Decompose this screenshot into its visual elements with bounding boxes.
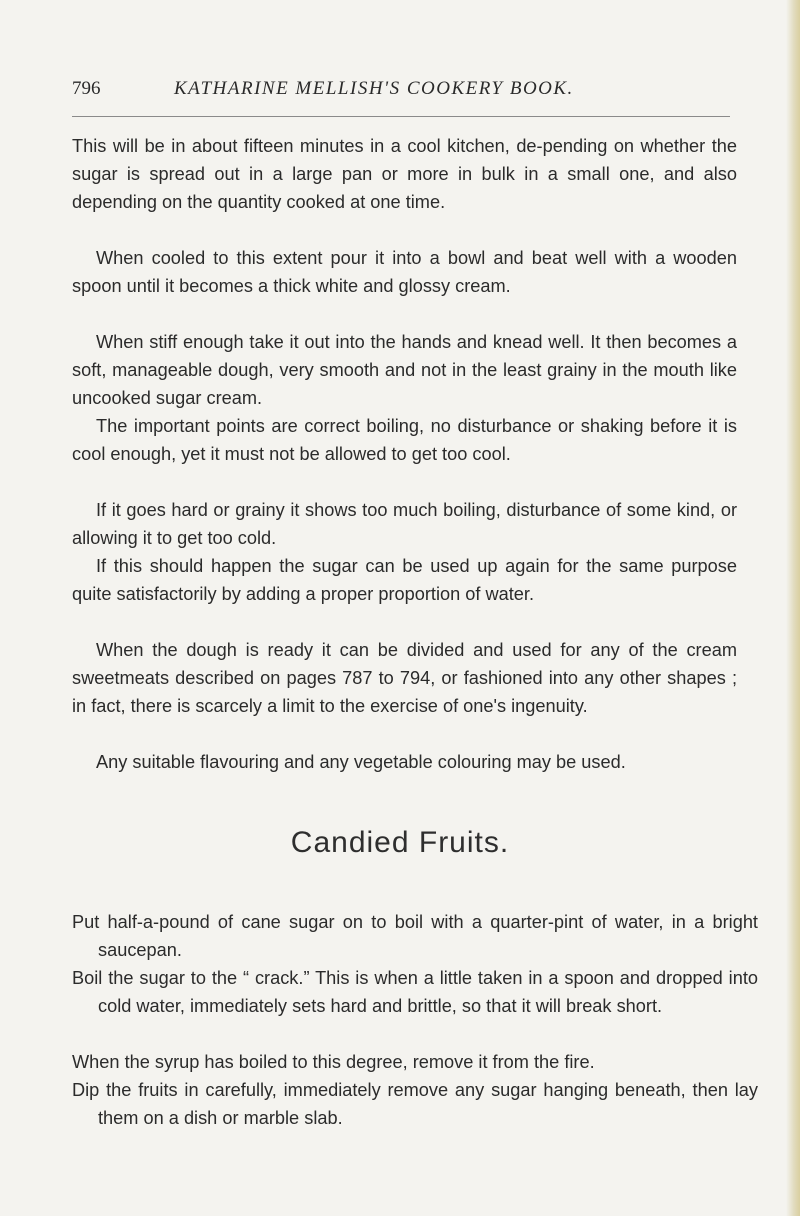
- header-rule: [72, 116, 730, 117]
- page-header: [72, 78, 732, 112]
- step-paragraph: When the syrup has boiled to this degree, remove it from the fire.: [72, 1052, 595, 1072]
- paragraph: When stiff enough take it out into the hands and knead well. It then becomes a soft, manageable dough, very smooth and not in the least grainy in the mouth like uncooked sugar cream.: [72, 332, 737, 408]
- section-heading: Candied Fruits.: [290, 826, 510, 859]
- page-edge-shadow: [786, 0, 800, 1216]
- running-head: KATHARINE MELLISH'S COOKERY BOOK.: [174, 78, 574, 99]
- paragraph: If this should happen the sugar can be used up again for the same purpose quite satisfactorily by adding a proper proportion of water.: [72, 556, 737, 604]
- page-number: 796: [72, 78, 101, 99]
- paragraph: When cooled to this extent pour it into a bowl and beat well with a wooden spoon until it becomes a thick white and glossy cream.: [72, 248, 737, 296]
- paragraph: This will be in about fifteen minutes in a cool kitchen, de-pending on whether the sugar is spread out in a large pan or more in bulk in a small one, and also depending on the quantity cooked at one time.: [72, 136, 737, 212]
- paragraph: If it goes hard or grainy it shows too much boiling, disturbance of some kind, or allowing it to get too cold.: [72, 500, 737, 548]
- paragraph: Any suitable flavouring and any vegetable colouring may be used.: [96, 752, 626, 772]
- paragraph: When the dough is ready it can be divided and used for any of the cream sweetmeats described on pages 787 to 794, or fashioned into any other shapes ; in fact, there is scarcely a limit to the exercise of one's ingenuity.: [72, 640, 737, 716]
- step-paragraph: Put half-a-pound of cane sugar on to boil with a quarter-pint of water, in a bright saucepan.: [72, 912, 758, 960]
- paragraph: The important points are correct boiling, no disturbance or shaking before it is cool enough, yet it must not be allowed to get too cool.: [72, 416, 737, 464]
- step-paragraph: Boil the sugar to the “ crack.” This is when a little taken in a spoon and dropped into cold water, immediately sets hard and brittle, so that it will break short.: [72, 968, 758, 1016]
- step-paragraph: Dip the fruits in carefully, immediately remove any sugar hanging beneath, then lay them on a dish or marble slab.: [72, 1080, 758, 1128]
